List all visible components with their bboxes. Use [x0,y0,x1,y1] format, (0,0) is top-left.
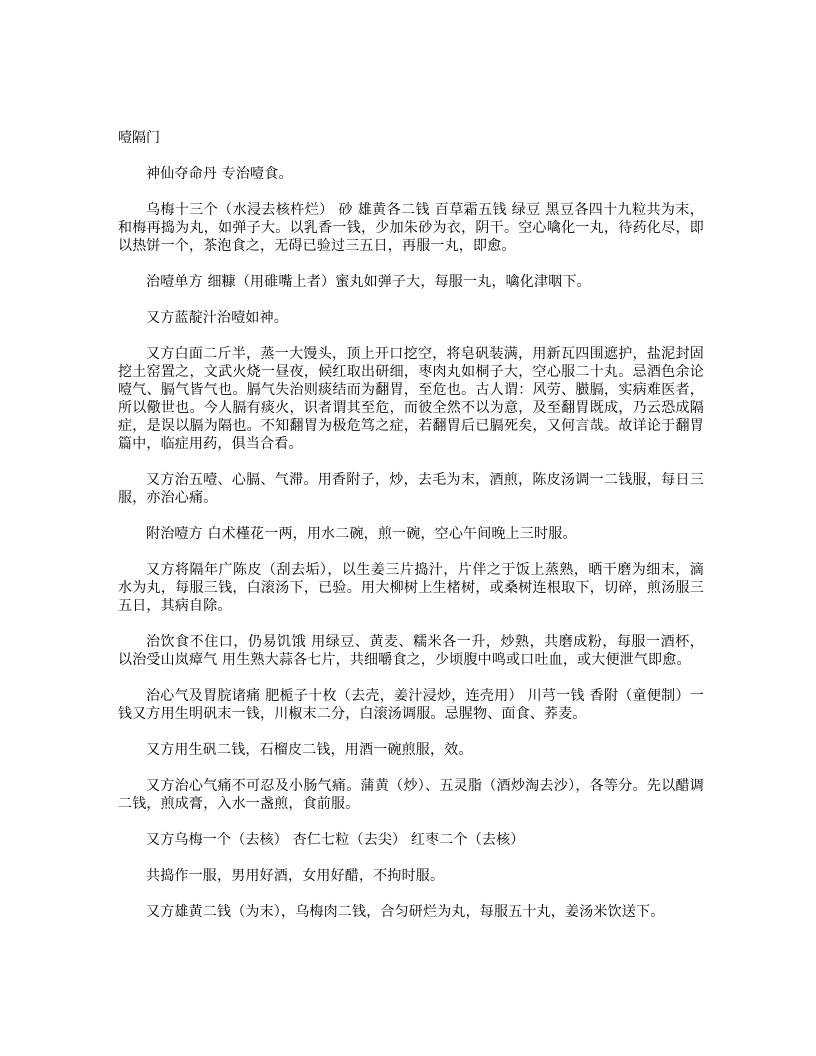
paragraph: 神仙夺命丹 专治噎食。 [146,166,293,182]
paragraph: 乌梅十三个（水浸去核杵烂） 砂 雄黄各二钱 百草霜五钱 绿豆 黑豆各四十九粒共为末，和梅再捣为丸，如弹子大。以乳香一钱，少加朱砂为衣，阴干。空心噙化一丸，待药化尽，即以热饼一个，茶泡食之，无碍已验过三五日，再服一丸，即愈。 [118,202,704,254]
paragraph: 又方治五噎、心膈、气滞。用香附子，炒，去毛为末，酒煎，陈皮汤调一二钱服，每日三服，亦治心痛。 [118,472,704,506]
paragraph: 又方雄黄二钱（为末），乌梅肉二钱，合匀研烂为丸，每服五十丸，姜汤米饮送下。 [146,904,665,920]
paragraph: 附治噎方 白术槿花一两，用水二碗，煎一碗，空心午间晚上三时服。 [146,526,577,542]
paragraph: 又方将隔年广陈皮（刮去垢），以生姜三片捣汁，片伴之于饭上蒸熟，晒干磨为细末，滴水为丸，每服三钱，白滚汤下，已验。用大柳树上生楮树，或桑树连根取下，切碎，煎汤服三五日，其病自除。 [118,562,704,614]
paragraph: 又方蓝靛汁治噎如神。 [146,310,288,326]
paragraph: 又方乌梅一个（去核） 杏仁七粒（去尖） 红枣二个（去核） [146,832,525,848]
paragraph: 又方治心气痛不可忍及小肠气痛。蒲黄（炒）、五灵脂（酒炒淘去沙），各等分。先以醋调二钱，煎成膏，入水一盏煎，食前服。 [118,778,704,812]
paragraph: 治噎单方 细糠（用碓嘴上者）蜜丸如弹子大，每服一丸，噙化津咽下。 [146,274,591,290]
document-page [118,129,704,939]
paragraph: 治心气及胃脘诸痛 肥栀子十枚（去壳，姜汁浸炒，连壳用） 川芎一钱 香附（童便制）一钱又方用生明矾末一钱，川椒末二分，白滚汤调服。忌腥物、面食、荞麦。 [118,688,704,722]
paragraph: 治饮食不住口，仍易饥饿 用绿豆、黄麦、糯米各一升，炒熟，共磨成粉，每服一酒杯，以治受山岚瘴气 用生熟大蒜各七片，共细嚼食之，少顷腹中鸣或口吐血，或大便泄气即愈。 [118,634,704,668]
paragraph: 又方白面二斤半，蒸一大馒头，顶上开口挖空，将皂矾装满，用新瓦四围遮护，盐泥封固挖土窑置之，文武火烧一昼夜，候红取出研细，枣肉丸如桐子大，空心服二十丸。忌酒色余论噎气、膈气皆气也。膈气失治则痰结而为翻胃，至危也。古人谓：风劳、臌膈，实病难医者，所以儆世也。今人膈有痰火，识者谓其至危，而彼全然不以为意，及至翻胃既成，乃云恐成隔症，是误以膈为隔也。不知翻胃为极危笃之症，若翻胃后已膈死矣，又何言哉。故详论于翻胃篇中，临症用药，俱当合看。 [118,346,704,452]
paragraph: 又方用生矾二钱，石榴皮二钱，用酒一碗煎服，效。 [146,742,473,758]
paragraph: 共捣作一服，男用好酒，女用好醋，不拘时服。 [146,868,445,884]
section-title: 噎隔门 [118,130,160,146]
